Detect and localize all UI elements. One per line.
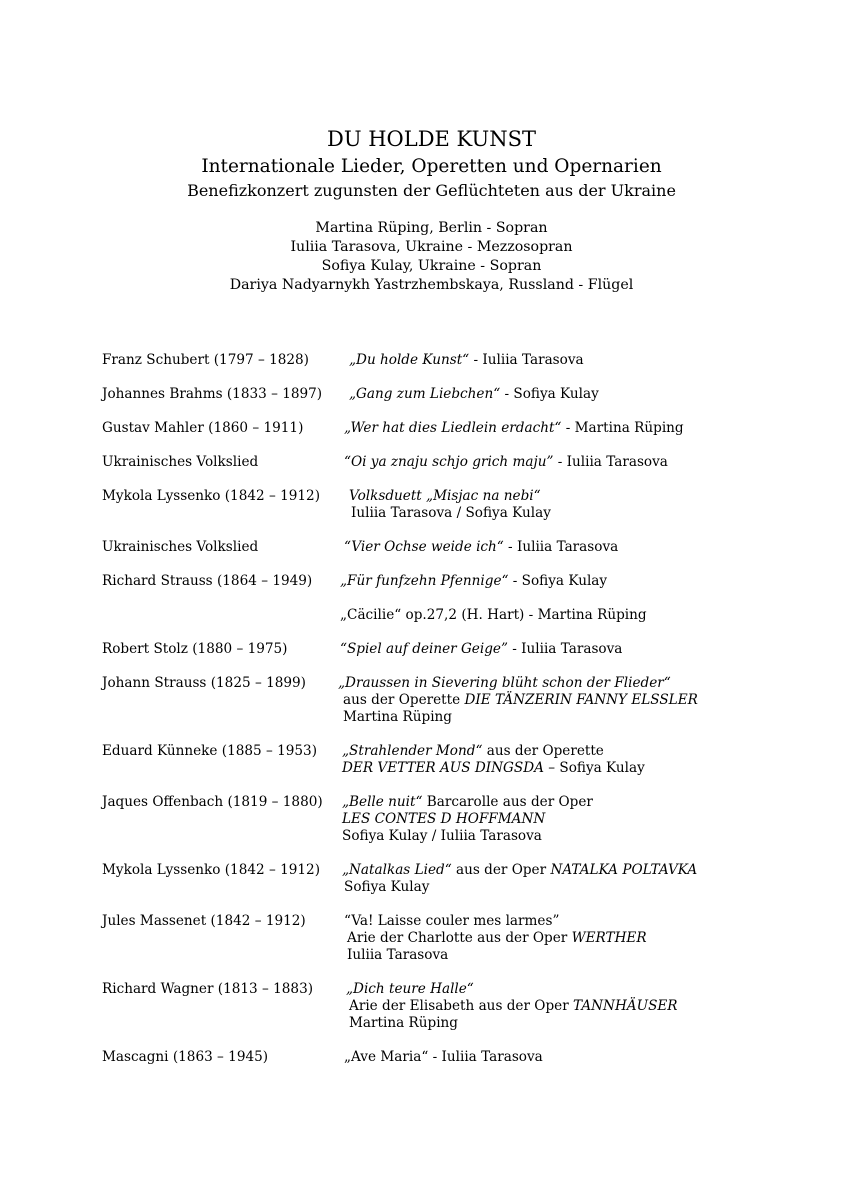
work-detail: – Sofiya Kulay bbox=[543, 760, 645, 776]
work-line bbox=[342, 879, 697, 896]
work-line bbox=[349, 505, 551, 522]
work-line bbox=[344, 454, 668, 471]
work-line bbox=[346, 998, 678, 1015]
work-detail: Iuliia Tarasova bbox=[347, 947, 449, 963]
composer-name: Franz Schubert (1797 – 1828) bbox=[102, 352, 309, 368]
work-line bbox=[346, 981, 678, 998]
work-title: „Dich teure Halle“ bbox=[346, 981, 474, 997]
performer-line: Sofiya Kulay, Ukraine - Sopran bbox=[321, 258, 542, 274]
work-title: DER VETTER AUS DINGSDA bbox=[342, 760, 544, 776]
work-line bbox=[349, 352, 584, 369]
opera-title: NATALKA POLTAVKA bbox=[550, 862, 698, 878]
work-detail: - Martina Rüping bbox=[561, 420, 684, 436]
work-line bbox=[340, 641, 622, 658]
work-detail: - Iuliia Tarasova bbox=[469, 352, 584, 368]
composer-name: Johann Strauss (1825 – 1899) bbox=[102, 675, 306, 691]
composer-name: Jules Massenet (1842 – 1912) bbox=[102, 913, 306, 929]
work-entry bbox=[340, 573, 607, 590]
work-detail: “Va! Laisse couler mes larmes” bbox=[344, 913, 560, 929]
work-line bbox=[342, 828, 593, 845]
work-title: „Strahlender Mond“ bbox=[342, 743, 483, 759]
work-line bbox=[340, 573, 607, 590]
work-detail: Martina Rüping bbox=[349, 1015, 459, 1031]
work-detail: - Iuliia Tarasova bbox=[553, 454, 668, 470]
composer-name: Eduard Künneke (1885 – 1953) bbox=[102, 743, 318, 759]
work-line bbox=[342, 794, 593, 811]
work-entry bbox=[340, 641, 622, 658]
work-line bbox=[349, 488, 551, 505]
composer-name: Gustav Mahler (1860 – 1911) bbox=[102, 420, 304, 436]
work-line bbox=[338, 692, 698, 709]
work-line bbox=[346, 1015, 678, 1032]
work-detail: - Sofiya Kulay bbox=[508, 573, 608, 589]
work-title: „Gang zum Liebchen“ bbox=[349, 386, 501, 402]
work-line bbox=[349, 386, 599, 403]
work-title: „Für funfzehn Pfennige“ bbox=[340, 573, 509, 589]
work-detail: Sofiya Kulay bbox=[344, 879, 430, 895]
composer-name: Richard Wagner (1813 – 1883) bbox=[102, 981, 314, 997]
work-line bbox=[338, 709, 698, 726]
work-title: „Belle nuit“ bbox=[342, 794, 423, 810]
work-title: „Draussen in Sievering blüht schon der Flieder“ bbox=[338, 675, 671, 691]
work-line bbox=[344, 930, 647, 947]
work-line bbox=[344, 947, 647, 964]
work-entry bbox=[344, 539, 618, 556]
work-detail: Arie der Charlotte aus der Oper bbox=[347, 930, 572, 946]
composer-name: Jaques Offenbach (1819 – 1880) bbox=[102, 794, 323, 810]
work-line bbox=[344, 913, 647, 930]
work-line bbox=[342, 760, 645, 777]
work-entry bbox=[344, 913, 647, 964]
opera-title: DIE TÄNZERIN FANNY ELSSLER bbox=[464, 692, 698, 708]
work-title: „Du holde Kunst“ bbox=[349, 352, 470, 368]
work-line bbox=[344, 420, 684, 437]
performer-line: Martina Rüping, Berlin - Sopran bbox=[315, 220, 548, 236]
work-detail: „Ave Maria“ - Iuliia Tarasova bbox=[344, 1049, 543, 1065]
work-detail: Arie der Elisabeth aus der Oper bbox=[349, 998, 574, 1014]
work-entry bbox=[342, 794, 593, 845]
work-entry bbox=[344, 1049, 543, 1066]
work-line bbox=[344, 1049, 543, 1066]
work-detail: Sofiya Kulay / Iuliia Tarasova bbox=[342, 828, 542, 844]
composer-name: Richard Strauss (1864 – 1949) bbox=[102, 573, 313, 589]
performer-line: Iuliia Tarasova, Ukraine - Mezzosopran bbox=[290, 239, 573, 255]
composer-name: Robert Stolz (1880 – 1975) bbox=[102, 641, 288, 657]
work-entry bbox=[342, 743, 645, 777]
work-line bbox=[338, 675, 698, 692]
work-title: „Natalkas Lied“ bbox=[342, 862, 452, 878]
work-detail: - Iuliia Tarasova bbox=[507, 641, 623, 657]
opera-title: WERTHER bbox=[571, 930, 647, 946]
composer-name: Mascagni (1863 – 1945) bbox=[102, 1049, 269, 1065]
work-title: LES CONTES D HOFFMANN bbox=[342, 811, 546, 827]
work-line bbox=[340, 607, 647, 624]
page-subtitle-benefit: Benefizkonzert zugunsten der Geflüchteten aus der Ukraine bbox=[187, 181, 676, 200]
work-title: „Wer hat dies Liedlein erdacht“ bbox=[344, 420, 562, 436]
work-detail: „Cäcilie“ op.27,2 (H. Hart) - Martina Rüping bbox=[340, 607, 647, 623]
composer-name: Mykola Lyssenko (1842 – 1912) bbox=[102, 488, 320, 504]
work-detail: Barcarolle aus der Oper bbox=[422, 794, 593, 810]
opera-title: TANNHÄUSER bbox=[573, 998, 678, 1014]
work-detail: Iuliia Tarasova / Sofiya Kulay bbox=[351, 505, 551, 521]
work-title: Volksduett „Misjac na nebi“ bbox=[349, 488, 541, 504]
work-entry bbox=[349, 386, 599, 403]
work-entry bbox=[342, 862, 697, 896]
work-line bbox=[342, 862, 697, 879]
work-detail: Martina Rüping bbox=[343, 709, 453, 725]
work-entry bbox=[349, 488, 551, 522]
work-entry bbox=[344, 420, 684, 437]
composer-name: Johannes Brahms (1833 – 1897) bbox=[102, 386, 323, 402]
work-detail: aus der Oper bbox=[451, 862, 551, 878]
work-entry bbox=[344, 454, 668, 471]
work-title: “Vier Ochse weide ich“ bbox=[344, 539, 504, 555]
work-detail: aus der Operette bbox=[343, 692, 465, 708]
composer-name: Ukrainisches Volkslied bbox=[102, 539, 259, 555]
work-line bbox=[344, 539, 618, 556]
work-entry bbox=[349, 352, 584, 369]
work-detail: - Iuliia Tarasova bbox=[503, 539, 619, 555]
work-title: “Spiel auf deiner Geige” bbox=[340, 641, 508, 657]
work-detail: - Sofiya Kulay bbox=[500, 386, 599, 402]
work-entry bbox=[340, 607, 647, 624]
performer-line: Dariya Nadyarnykh Yastrzhembskaya, Russland - Flügel bbox=[229, 277, 634, 293]
page-title: DU HOLDE KUNST bbox=[327, 127, 536, 151]
work-line bbox=[342, 811, 593, 828]
work-detail: aus der Operette bbox=[482, 743, 604, 759]
page-subtitle: Internationale Lieder, Operetten und Opernarien bbox=[201, 156, 662, 177]
composer-name: Ukrainisches Volkslied bbox=[102, 454, 259, 470]
work-title: “Oi ya znaju schjo grich maju” bbox=[344, 454, 554, 470]
composer-name: Mykola Lyssenko (1842 – 1912) bbox=[102, 862, 320, 878]
work-entry bbox=[346, 981, 678, 1032]
work-entry bbox=[338, 675, 698, 726]
work-line bbox=[342, 743, 645, 760]
